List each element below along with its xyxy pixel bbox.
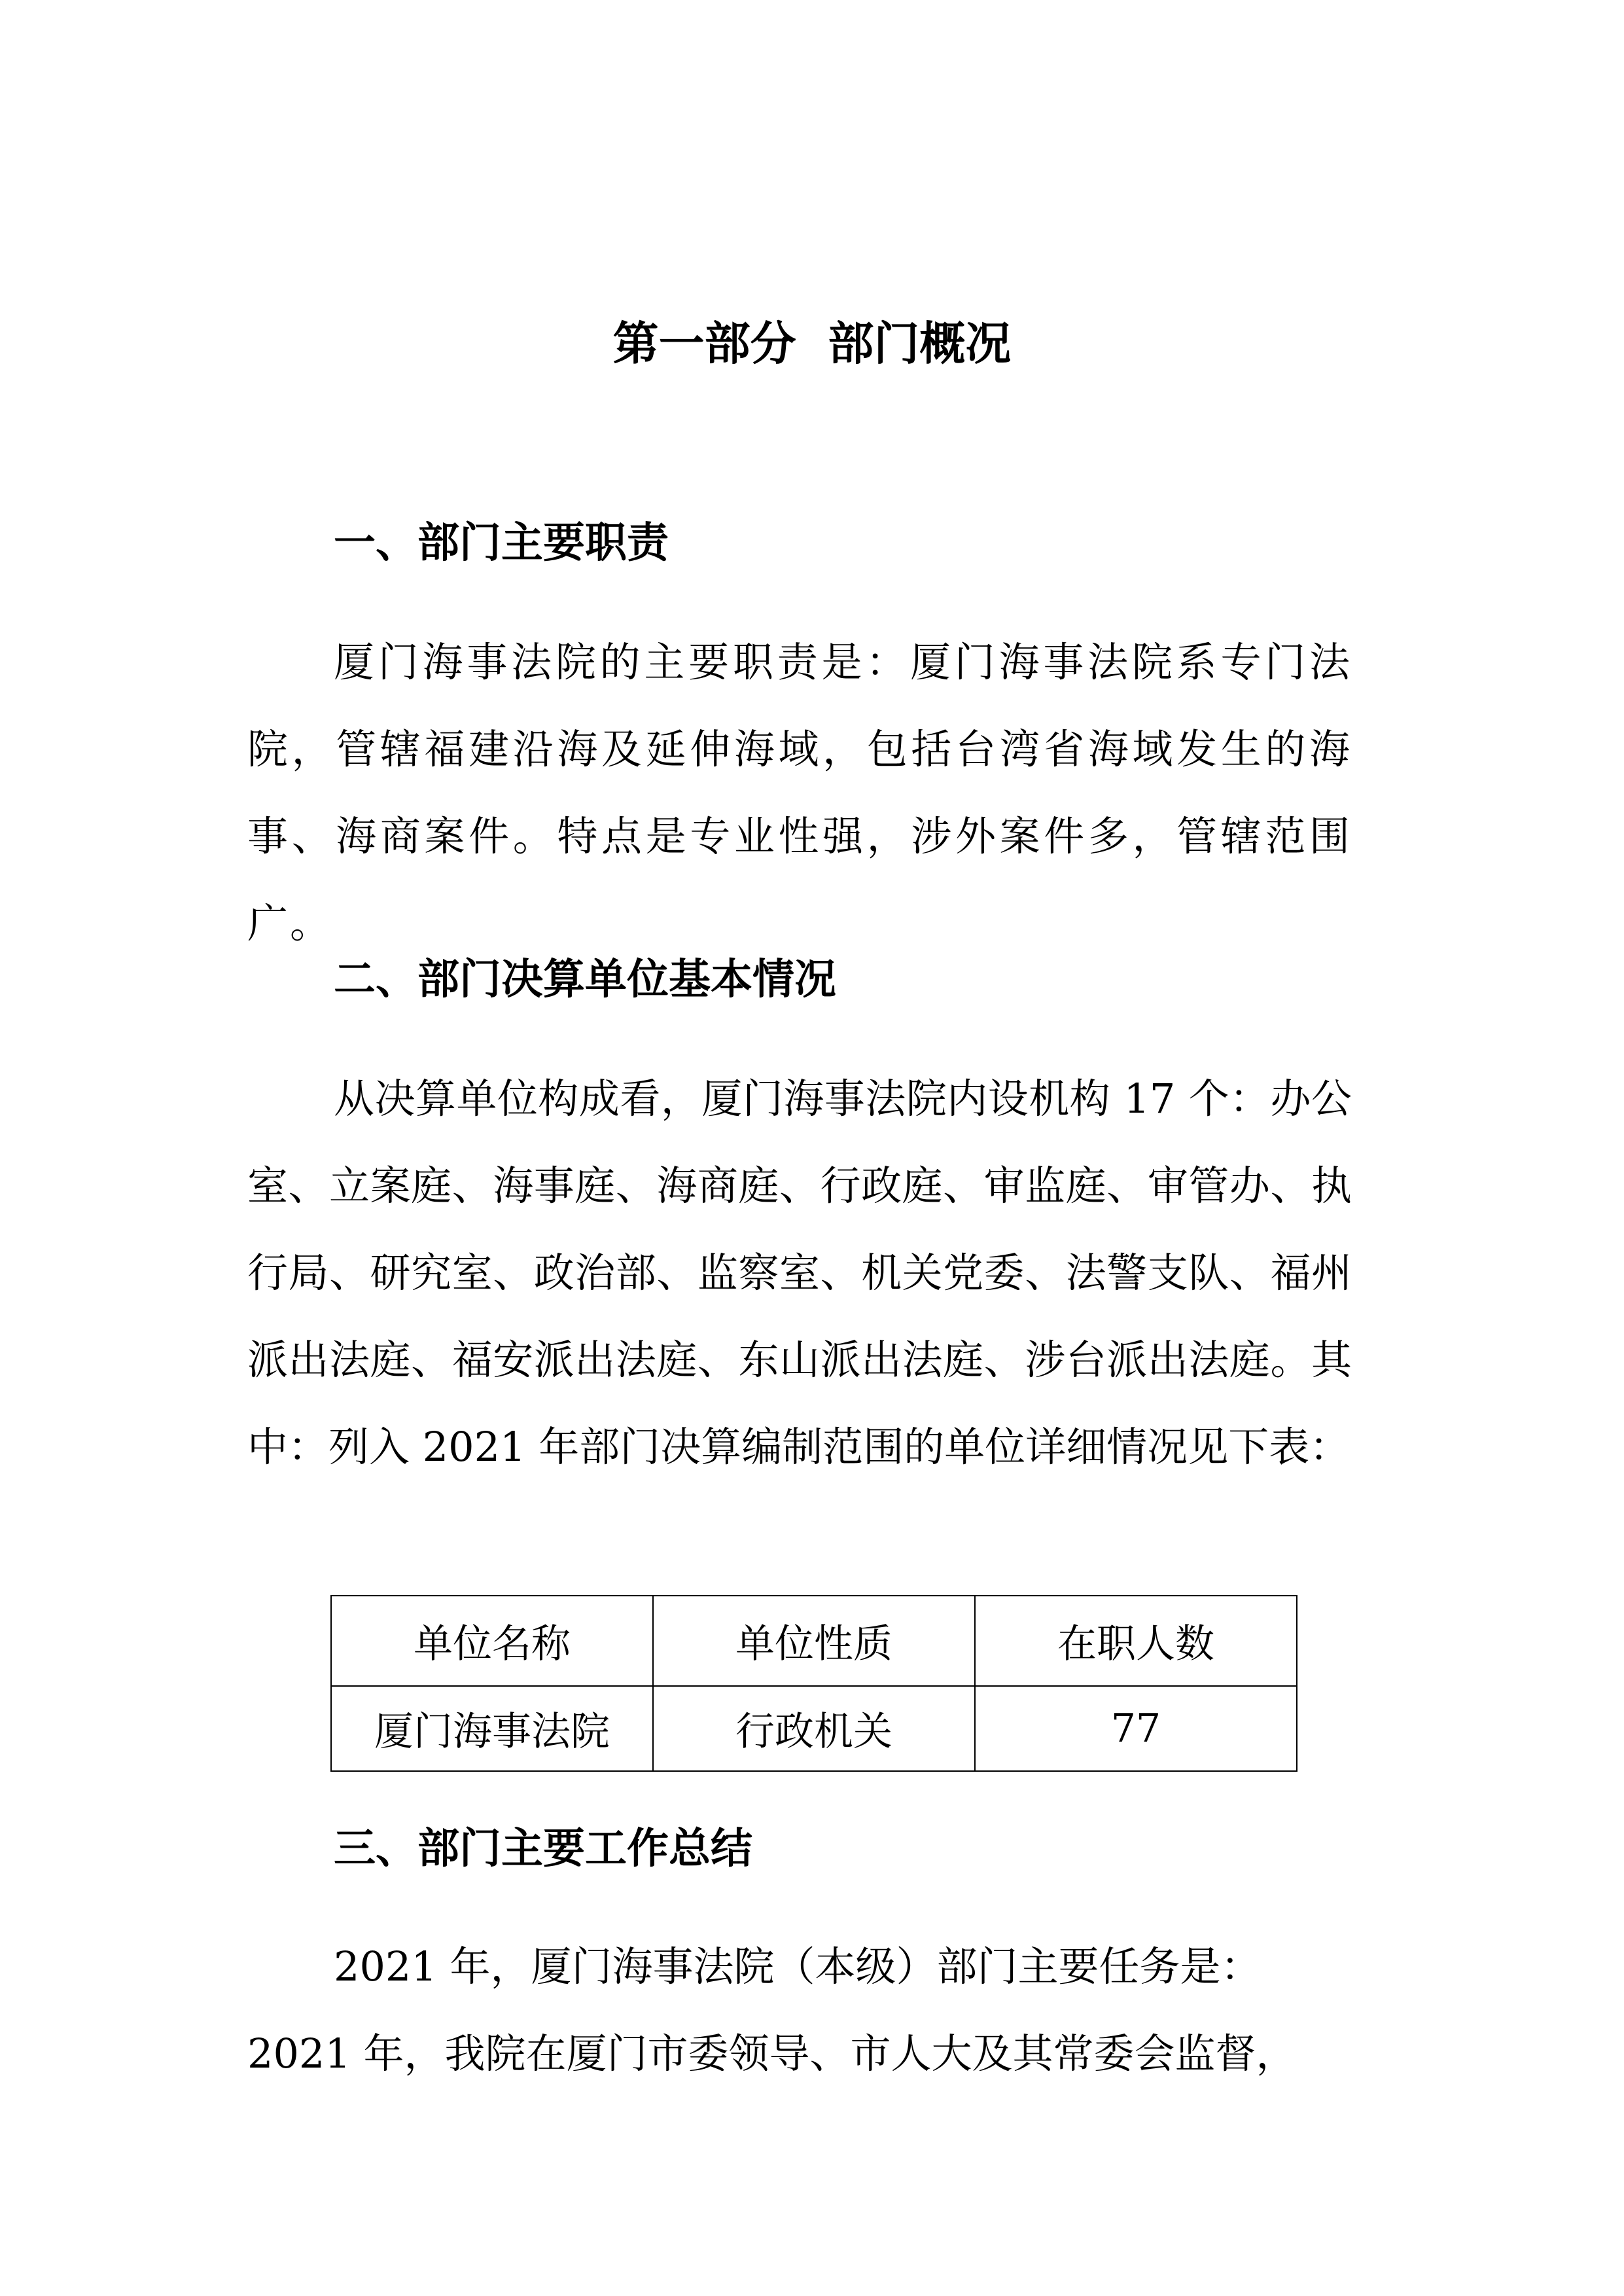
table-cell-unit-name: 厦门海事法院 — [331, 1686, 653, 1771]
table-header-unit-name: 单位名称 — [331, 1596, 653, 1686]
work-summary-paragraph: 2021 年，厦门海事法院（本级）部门主要任务是： — [334, 1943, 1262, 1990]
section-heading-units: 二、部门决算单位基本情况 — [334, 956, 836, 1004]
table-cell-unit-type: 行政机关 — [653, 1686, 975, 1771]
table-header-row — [331, 1596, 1297, 1686]
page-title: 第一部分 部门概况 — [612, 317, 1012, 370]
work-summary-paragraph-2: 2021 年，我院在厦门市委领导、市人大及其常委会监督， — [247, 2030, 1297, 2077]
duties-paragraph: 厦门海事法院的主要职责是：厦门海事法院系专门法院，管辖福建沿海及延伸海域，包括台湾省海域发生的海事、海商案件。特点是专业性强，涉外案件多，管辖范围广。 — [247, 638, 1352, 947]
table-row — [331, 1686, 1297, 1771]
units-paragraph: 从决算单位构成看，厦门海事法院内设机构 17 个：办公室、立案庭、海事庭、海商庭、行政庭、审监庭、审管办、执行局、研究室、政治部、监察室、机关党委、法警支队、福州派出法庭、福安派出法庭、东山派出法庭、涉台派出法庭。其中：列入 2021 年部门决算编制范围的单位详细情况见下表： — [247, 1075, 1352, 1471]
table-cell-staff-count: 77 — [975, 1686, 1297, 1771]
table-header-unit-type: 单位性质 — [653, 1596, 975, 1686]
section-heading-work-summary: 三、部门主要工作总结 — [334, 1825, 752, 1873]
table-header-staff-count: 在职人数 — [975, 1596, 1297, 1686]
section-heading-duties: 一、部门主要职责 — [334, 519, 669, 567]
units-table — [330, 1595, 1297, 1772]
